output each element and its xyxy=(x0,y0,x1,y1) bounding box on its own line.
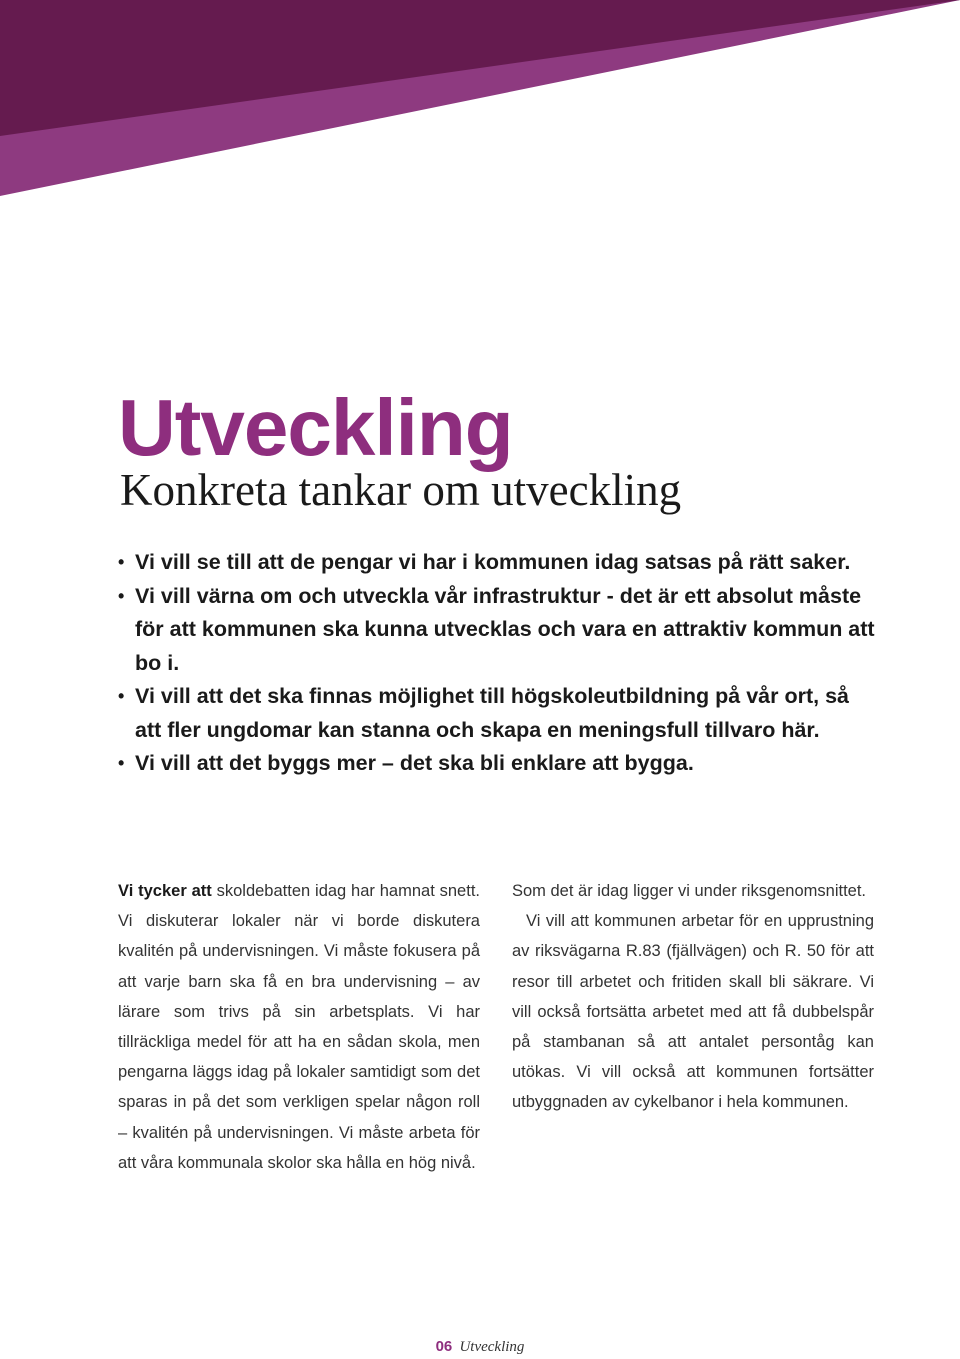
bullet-icon: • xyxy=(118,686,125,706)
lead-in: Vi tycker att xyxy=(118,882,212,900)
page-subtitle: Konkreta tankar om utveckling xyxy=(120,465,682,515)
bullet-icon: • xyxy=(118,585,125,606)
bullet-list xyxy=(118,546,878,781)
bullet-item xyxy=(118,680,878,747)
body-column-right xyxy=(512,876,874,1118)
bullet-icon: • xyxy=(118,753,125,773)
page-number: 06 xyxy=(435,1338,453,1355)
body-paragraph xyxy=(118,876,480,1178)
bullet-item xyxy=(118,747,878,781)
bullet-item xyxy=(118,580,878,681)
bullet-text: Vi vill att det ska finnas möjlighet till högskoleutbildning på vår ort, så att fler ungdomar kan stanna och skapa en meningsfull tillvaro här. xyxy=(135,684,850,742)
body-paragraph-continued: Som det är idag ligger vi under riksgenomsnittet. xyxy=(512,882,867,900)
body-column-left xyxy=(118,876,480,1178)
page-footer xyxy=(0,1336,960,1358)
page-title: Utveckling xyxy=(118,383,513,472)
bullet-icon: • xyxy=(118,552,125,572)
bullet-text: Vi vill se till att de pengar vi har i kommunen idag satsas på rätt saker. xyxy=(135,550,851,574)
header-decoration xyxy=(0,0,960,200)
bullet-item xyxy=(118,546,878,580)
body-text: skoldebatten idag har hamnat snett. Vi diskuterar lokaler när vi borde diskutera kvalitén på undervisningen. Vi måste fokusera på att varje barn ska få en bra undervisning – av lärare som trivs på sin arbetsplats. Vi har tillräckliga medel för att ha en sådan skola, men pengarna läggs idag på lokaler samtidigt som det sparas in på det som verkligen spelar någon roll – kvalitén på undervisningen. Vi måste arbeta för att våra kommunala skolor ska hålla en hög nivå. xyxy=(118,882,480,1172)
header-band-dark xyxy=(0,0,960,136)
bullet-text: Vi vill att det byggs mer – det ska bli enklare att bygga. xyxy=(135,751,694,775)
body-paragraph: Vi vill att kommunen arbetar för en upprustning av riksvägarna R.83 (fjällvägen) och R. 50 för att resor till arbetet och fritiden skall bli säkrare. Vi vill också fortsätta arbetet med att få dubbelspår på stambanan så att antalet persontåg kan utökas. Vi vill också att kommunen fortsätter utbyggnaden av cykelbanor i hela kommunen. xyxy=(512,912,874,1112)
bullet-text: Vi vill värna om och utveckla vår infrastruktur - det är ett absolut måste för att kommunen ska kunna utvecklas och vara en attraktiv kommun att bo i. xyxy=(135,583,875,675)
footer-section-name: Utveckling xyxy=(459,1339,525,1355)
